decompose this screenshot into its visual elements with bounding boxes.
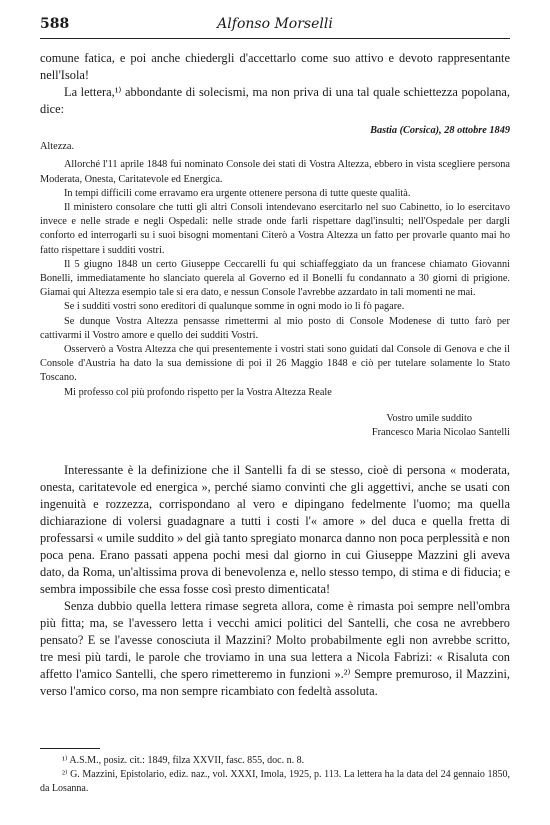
letter-paragraph: Il 5 giugno 1848 un certo Giuseppe Ceccarelli fu qui schiaffeggiato da un francese chiamato Giovanni Bonelli, immediatamente ho slanciato querela al Governo ed il Bonelli fu condannato a 30 giorni di prigione. Giamai qui Altezza esempio tale si era dato, e nessun Console l'avrebbe azzardato in tali momenti ne mai. (40, 258, 510, 299)
letter-paragraph: Il ministero consolare che tutti gli altri Consoli intendevano esercitarlo nel suo Cabinetto, io lo esercitavo invece e nelle strade e negli Ospedali: nelle strade onde farli rispettare dagl'insulti; nell'Ospedale per dargli conforto ed interrogarli su i suoi bisogni momentani Citerò a Vostra Altezza un fatto per provarle quanto mai ho fatto rispettare i sudditi vostri. (40, 202, 510, 256)
letter-dateline (40, 124, 510, 138)
commentary-paragraph: Senza dubbio quella lettera rimase segreta allora, come è rimasta poi sempre nell'ombra più fitta; ma, se l'avessero letta i vecchi amici politici del Santelli, che cosa ne avrebbero pensato? E se l'avesse conosciuta il Mazzini? Molto probabilmente egli non avrebbe scritto, tre mesi più tardi, le parole che troviamo in una sua lettera a Nicola Fabrizi: « Risaluta con affetto l'amico Santelli, che spero rimetteremo in funzioni ».²⁾ Sempre premuroso, il Mazzini, verso l'amico corso, ma non sempre ricambiato con fedeltà assoluta. (40, 599, 510, 699)
running-title: Alfonso Morselli (217, 16, 333, 32)
intro-paragraph: La lettera,¹⁾ abbondante di solecismi, ma non priva di una tal quale schiettezza popolana, dice: (40, 85, 510, 116)
dateline-place: Bastia (Corsica), (370, 125, 442, 136)
letter-paragraph: Se dunque Vostra Altezza pensasse rimettermi al mio posto di Console Modenese di tutto farò per cattivarmi il Vostro amore e quello dei sudditi Vostri. (40, 315, 510, 341)
running-header (40, 10, 510, 39)
footnote-rule (40, 748, 100, 749)
letter (40, 124, 510, 440)
letter-paragraph: Osserverò a Vostra Altezza che qui presentemente i vostri stati sono guidati dal Console di Genova e che il Console d'Austria ha dato la sua demissione di poi il 26 Maggio 1848 e ciò per tutelare solamente lo Stato Toscano. (40, 344, 510, 384)
page-number: 588 (40, 16, 70, 32)
letter-signature: Francesco Maria Nicolao Santelli (371, 427, 510, 439)
footnotes (40, 754, 510, 796)
letter-paragraph: Mi professo col più profondo rispetto per la Vostra Altezza Reale (64, 386, 332, 398)
letter-paragraph: Allorché l'11 aprile 1848 fui nominato Console dei stati di Vostra Altezza, ebbero in vista scegliere persona Moderata, Onesta, Caritatevole ed Energica. (40, 159, 510, 185)
commentary-paragraph: Interessante è la definizione che il Santelli fa di se stesso, cioè di persona « moderata, onesta, caritatevole ed energica », perché siamo convinti che gli aggettivi, anche se usati con ingenuità e rozzezza, corrispondano al vero e dipingano fedelmente l'uomo; ma quella dichiarazione di volersi guadagnare a tutti i costi l'« amore » del duca e quella fretta di professarsi « umile suddito » del già tanto spregiato monarca danno non poca perplessità e non poca pena. Erano passati appena pochi mesi dal giorno in cui Giuseppe Mazzini gli aveva dato, da Roma, un'altissima prova di benevolenza e, nello stesso tempo, di stima e di fiducia; e sembra impossibile che essa fosse così presto dimenticata! (40, 463, 510, 597)
page-body (40, 50, 510, 700)
dateline-date: 28 ottobre 1849 (444, 125, 510, 136)
footnote: ¹⁾ A.S.M., posiz. cit.: 1849, filza XXVII, fasc. 855, doc. n. 8. (62, 755, 305, 766)
letter-paragraph: In tempi difficili come erravamo era urgente ottenere persona di tutte queste qualità. (64, 187, 411, 199)
intro-paragraph: comune fatica, e poi anche chiedergli d'accettarlo come suo attivo e devoto rappresentante nell'Isola! (40, 51, 510, 82)
letter-closing: Vostro umile suddito (386, 412, 472, 424)
letter-salutation: Altezza. (40, 141, 75, 153)
footnote: ²⁾ G. Mazzini, Epistolario, ediz. naz., vol. XXXI, Imola, 1925, p. 113. La lettera ha la data del 24 gennaio 1850, da Losanna. (40, 769, 510, 794)
letter-paragraph: Se i sudditi vostri sono ereditori di qualunque somme in ogni modo io li fò pagare. (64, 301, 405, 313)
